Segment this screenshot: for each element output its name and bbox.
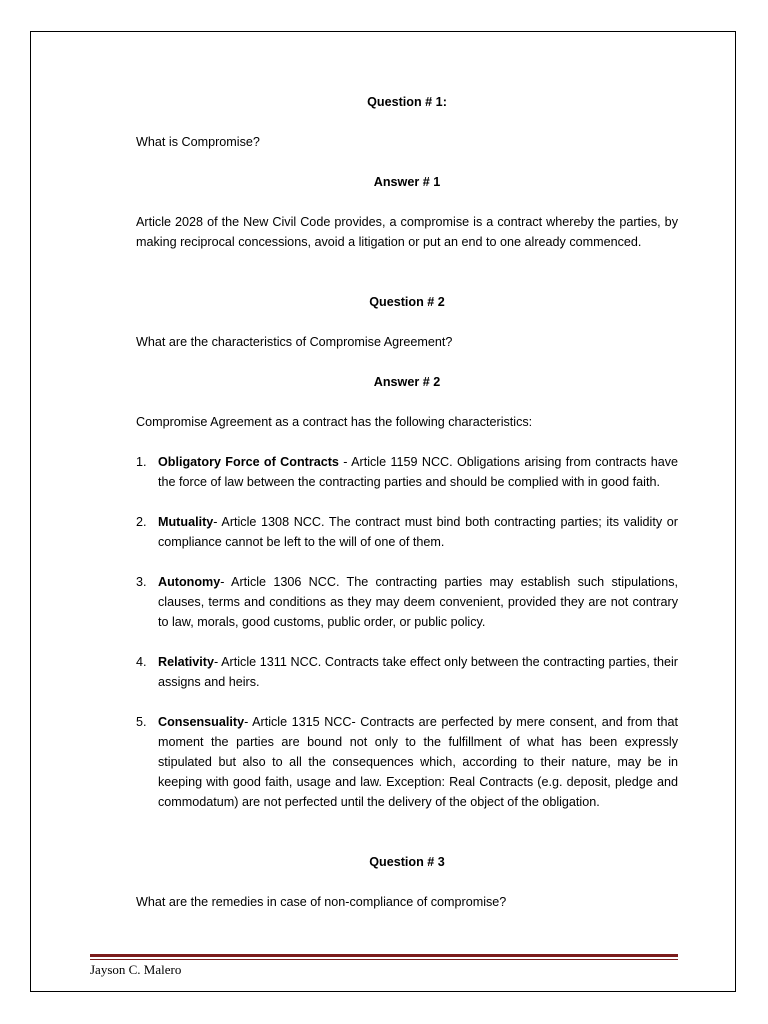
list-item-term: Mutuality bbox=[158, 515, 214, 529]
list-item-term: Relativity bbox=[158, 655, 214, 669]
list-item-text: - Article 1308 NCC. The contract must bind both contracting parties; its validity or compliance cannot be left to the will of one of them. bbox=[158, 515, 678, 549]
list-item-text: - Article 1159 NCC. Obligations arising from contracts have the force of law between the contracting parties and should be complied with in good faith. bbox=[158, 455, 679, 489]
characteristics-list bbox=[136, 452, 678, 812]
list-item-text: - Article 1315 NCC- Contracts are perfected by mere consent, and from that moment the parties are bound not only to the fulfillment of what has been expressly stipulated but also to all the consequences which, according to their nature, may be in keeping with good faith, usage and law. Exception: Real Contracts (e.g. deposit, pledge and commodatum) are not perfected until the delivery of the object of the obligation. bbox=[158, 715, 678, 809]
footer-rule-thin bbox=[90, 959, 678, 960]
list-item bbox=[136, 712, 678, 812]
list-item-text: - Article 1306 NCC. The contracting parties may establish such stipulations, clauses, terms and conditions as they may deem convenient, provided they are not contrary to law, morals, good customs, public order, or public policy. bbox=[158, 575, 678, 629]
list-item bbox=[136, 572, 678, 632]
list-item-number: 4. bbox=[136, 655, 147, 669]
answer-1-heading: Answer # 1 bbox=[373, 175, 441, 189]
answer-2-heading: Answer # 2 bbox=[373, 375, 441, 389]
list-item bbox=[136, 452, 678, 492]
list-item-term: Consensuality bbox=[158, 715, 245, 729]
question-2-heading: Question # 2 bbox=[369, 295, 445, 309]
document-body bbox=[136, 92, 678, 912]
list-item-term: Autonomy bbox=[158, 575, 221, 589]
question-3-heading: Question # 3 bbox=[369, 855, 445, 869]
list-item-number: 2. bbox=[136, 515, 147, 529]
question-3-text: What are the remedies in case of non-compliance of compromise? bbox=[136, 895, 507, 909]
list-item-term: Obligatory Force of Contracts bbox=[158, 455, 339, 469]
list-item bbox=[136, 512, 678, 552]
answer-1-text: Article 2028 of the New Civil Code provides, a compromise is a contract whereby the parties, by making reciprocal concessions, avoid a litigation or put an end to one already commenced. bbox=[136, 215, 678, 249]
list-item-number: 1. bbox=[136, 455, 147, 469]
list-item-text: - Article 1311 NCC. Contracts take effect only between the contracting parties, their assigns and heirs. bbox=[158, 655, 678, 689]
answer-2-intro: Compromise Agreement as a contract has the following characteristics: bbox=[136, 415, 533, 429]
footer-author: Jayson C. Malero bbox=[90, 962, 182, 977]
question-1-heading: Question # 1: bbox=[367, 95, 447, 109]
list-item-number: 3. bbox=[136, 575, 147, 589]
question-2-text: What are the characteristics of Compromise Agreement? bbox=[136, 335, 453, 349]
question-1-text: What is Compromise? bbox=[136, 135, 260, 149]
footer-rule-thick bbox=[90, 954, 678, 957]
list-item bbox=[136, 652, 678, 692]
list-item-number: 5. bbox=[136, 715, 147, 729]
